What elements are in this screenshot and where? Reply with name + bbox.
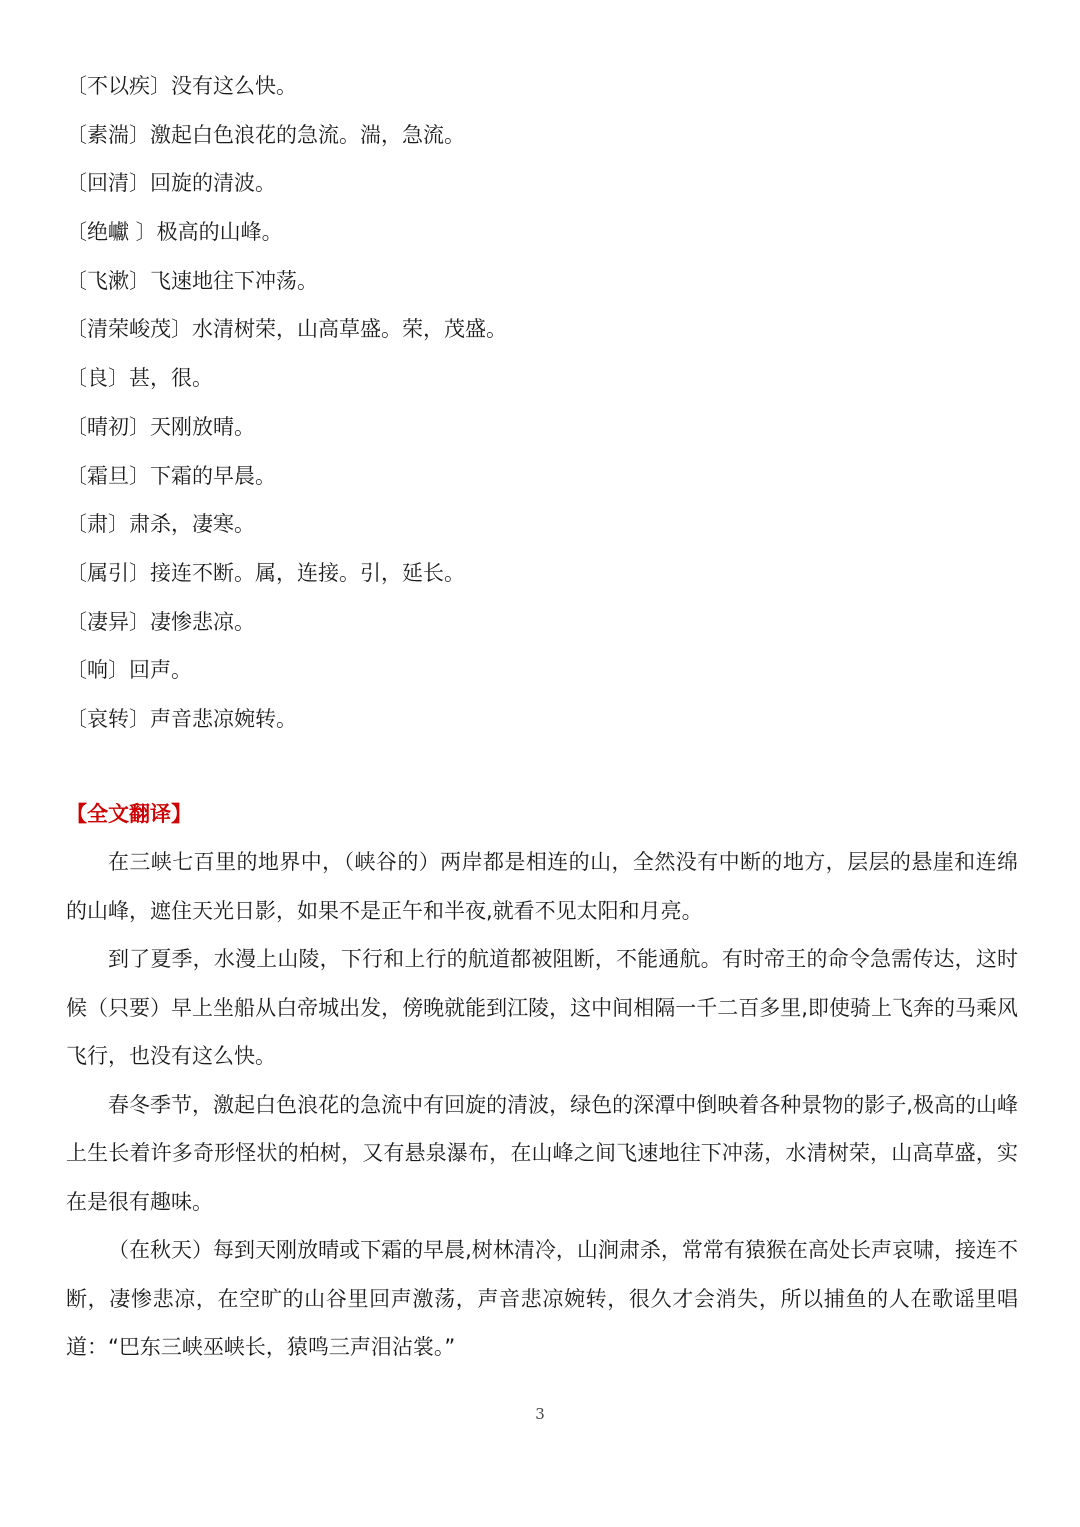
annotation-item: 〔素湍〕激起白色浪花的急流。湍，急流。: [66, 122, 465, 147]
translation-paragraph: 到了夏季，水漫上山陵，下行和上行的航道都被阻断，不能通航。有时帝王的命令急需传达，这时候（只要）早上坐船从白帝城出发，傍晚就能到江陵，这中间相隔一千二百多里,即使骑上飞奔的马乘风飞行，也没有这么快。: [66, 947, 1018, 1068]
annotation-list: [66, 64, 1016, 746]
annotation-item: 〔哀转〕声音悲凉婉转。: [66, 706, 297, 731]
annotation-item: 〔响〕回声。: [66, 658, 192, 683]
annotation-item: 〔不以疾〕没有这么快。: [66, 74, 297, 98]
annotation-item: 〔飞漱〕飞速地往下冲荡。: [66, 268, 318, 293]
translation-paragraph: 春冬季节，激起白色浪花的急流中有回旋的清波，绿色的深潭中倒映着各种景物的影子,极高的山峰上生长着许多奇形怪状的柏树，又有悬泉瀑布，在山峰之间飞速地往下冲荡，水清树荣，山高草盛，实在是很有趣味。: [66, 1092, 1018, 1214]
annotation-item: 〔霜旦〕下霜的早晨。: [66, 463, 276, 488]
annotation-item: 〔回清〕回旋的清波。: [66, 171, 276, 196]
translation-paragraph: 在三峡七百里的地界中，（峡谷的）两岸都是相连的山，全然没有中断的地方，层层的悬崖和连绵的山峰，遮住天光日影，如果不是正午和半夜,就看不见太阳和月亮。: [66, 850, 1018, 923]
annotation-item: 〔凄异〕凄惨悲凉。: [66, 609, 255, 634]
translation-body: [66, 838, 1018, 1372]
annotation-item: 〔肃〕肃杀，凄寒。: [66, 512, 255, 537]
annotation-item: 〔晴初〕天刚放晴。: [66, 414, 255, 439]
annotation-item: 〔属引〕接连不断。属，连接。引，延长。: [66, 560, 465, 585]
annotation-item: 〔清荣峻茂〕水清树荣，山高草盛。荣，茂盛。: [66, 317, 507, 342]
section-title: 【全文翻译】: [66, 802, 192, 826]
annotation-item: 〔绝巘 〕极高的山峰。: [66, 220, 283, 245]
translation-paragraph: （在秋天）每到天刚放晴或下霜的早晨,树林清冷，山涧肃杀，常常有猿猴在高处长声哀啸，接连不断，凄惨悲凉，在空旷的山谷里回声激荡，声音悲凉婉转，很久才会消失，所以捕鱼的人在歌谣里唱道：“巴东三峡巫峡长，猿鸣三声泪沾裳。”: [66, 1238, 1018, 1359]
annotation-item: 〔良〕甚，很。: [66, 366, 213, 391]
page-number: 3: [535, 1405, 545, 1423]
